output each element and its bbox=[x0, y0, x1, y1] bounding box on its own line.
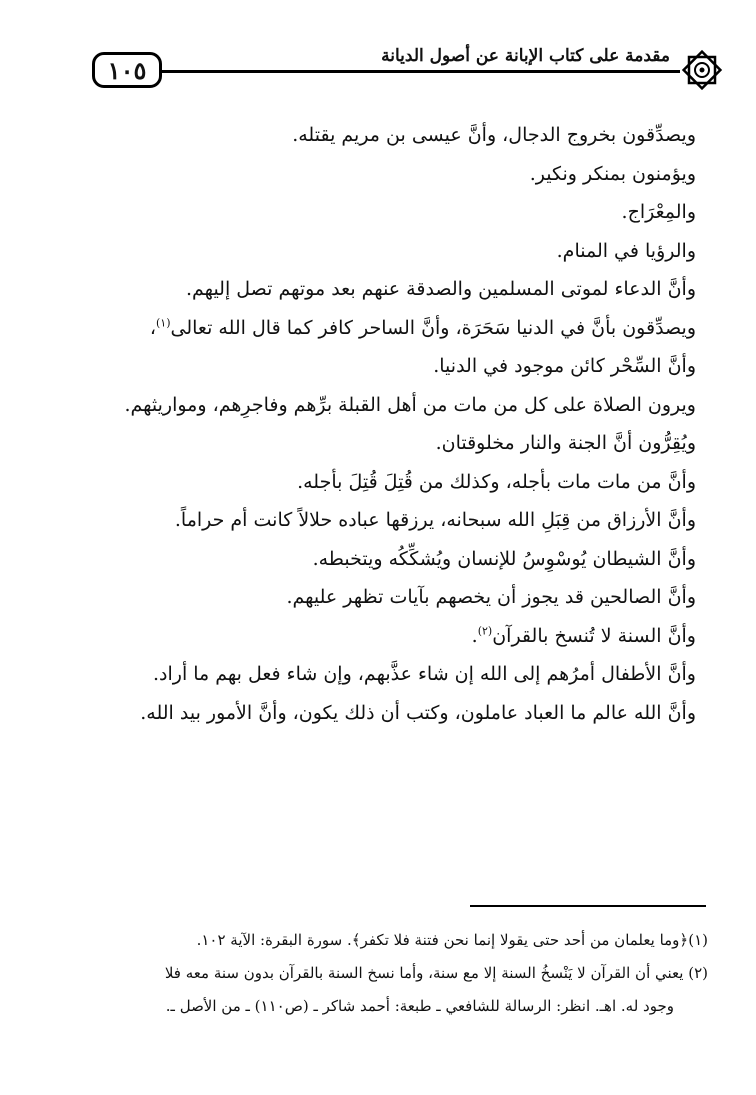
octagram-ornament-icon bbox=[680, 48, 724, 92]
text-line: ويصدِّقون بخروج الدجال، وأنَّ عيسى بن مريم يقتله. bbox=[292, 124, 696, 146]
text-line: وأنَّ الدعاء لموتى المسلمين والصدقة عنهم بعد موتهم تصل إليهم. bbox=[186, 278, 696, 300]
text-line: وأنَّ الأرزاق من قِبَلِ الله سبحانه، يرزقها عباده حلالاً كانت أم حراماً. bbox=[174, 509, 696, 531]
text-line: والمِعْرَاج. bbox=[621, 201, 696, 223]
text-line: ويؤمنون بمنكر ونكير. bbox=[529, 162, 696, 185]
footnotes bbox=[108, 924, 708, 1023]
punctuation: . bbox=[471, 624, 478, 647]
footnote-divider bbox=[470, 905, 706, 907]
text-line: ويرون الصلاة على كل من مات من أهل القبلة برِّهم وفاجرِهم، ومواريثهم. bbox=[124, 393, 696, 416]
text-line: وأنَّ الأطفال أمرُهم إلى الله إن شاء عذَّبهم، وإن شاء فعل بهم ما أراد. bbox=[152, 663, 696, 685]
text-span: ويصدِّقون بأنَّ في الدنيا سَحَرَة، وأنَّ الساحر كافر كما قال الله تعالى bbox=[170, 316, 696, 339]
text-line: وأنَّ من مات مات بأجله، وكذلك من قُتِلَ قُتِلَ بأجله. bbox=[297, 470, 696, 493]
text-line bbox=[108, 309, 696, 348]
text-line bbox=[108, 617, 696, 656]
footnote-2-continued: وجود له. اهـ. انظر: الرسالة للشافعي ـ طبعة: أحمد شاكر ـ (ص١١٠) ـ من الأصل ـ. bbox=[165, 997, 674, 1015]
text-line: والرؤيا في المنام. bbox=[556, 239, 696, 262]
main-text bbox=[108, 116, 696, 732]
punctuation: ، bbox=[149, 316, 156, 339]
text-span: وأنَّ السنة لا تُنسخ بالقرآن bbox=[492, 624, 696, 647]
footnote-1: (١)﴿وما يعلمان من أحد حتى يقولا إنما نحن فتنة فلا تكفر﴾. سورة البقرة: الآية ١٠٢. bbox=[196, 931, 708, 949]
text-line: وأنَّ الله عالم ما العباد عاملون، وكتب أن ذلك يكون، وأنَّ الأمور بيد الله. bbox=[140, 701, 696, 724]
page-number: ١٠٥ bbox=[107, 55, 147, 85]
page-header bbox=[92, 44, 724, 96]
footnote-ref-1[interactable]: (١) bbox=[155, 316, 171, 330]
page-number-box bbox=[92, 52, 162, 88]
text-line: وأنَّ الصالحين قد يجوز أن يخصهم بآيات تظهر عليهم. bbox=[286, 586, 696, 608]
footnote-2: (٢) يعني أن القرآن لا يَنْسخُ السنة إلا مع سنة، وأما نسخ السنة بالقرآن بدون سنة معه فلا bbox=[164, 964, 708, 982]
header-rule bbox=[162, 70, 680, 73]
running-title: مقدمة على كتاب الإبانة عن أصول الديانة bbox=[375, 44, 676, 68]
text-line: وأنَّ السِّحْر كائن موجود في الدنيا. bbox=[433, 355, 696, 377]
text-line: وأنَّ الشيطان يُوسْوِسُ للإنسان ويُشكِّكُه ويتخبطه. bbox=[312, 547, 696, 570]
footnote-ref-2[interactable]: (٢) bbox=[477, 624, 493, 638]
text-line: ويُقِرُّون أنَّ الجنة والنار مخلوقتان. bbox=[435, 432, 696, 454]
